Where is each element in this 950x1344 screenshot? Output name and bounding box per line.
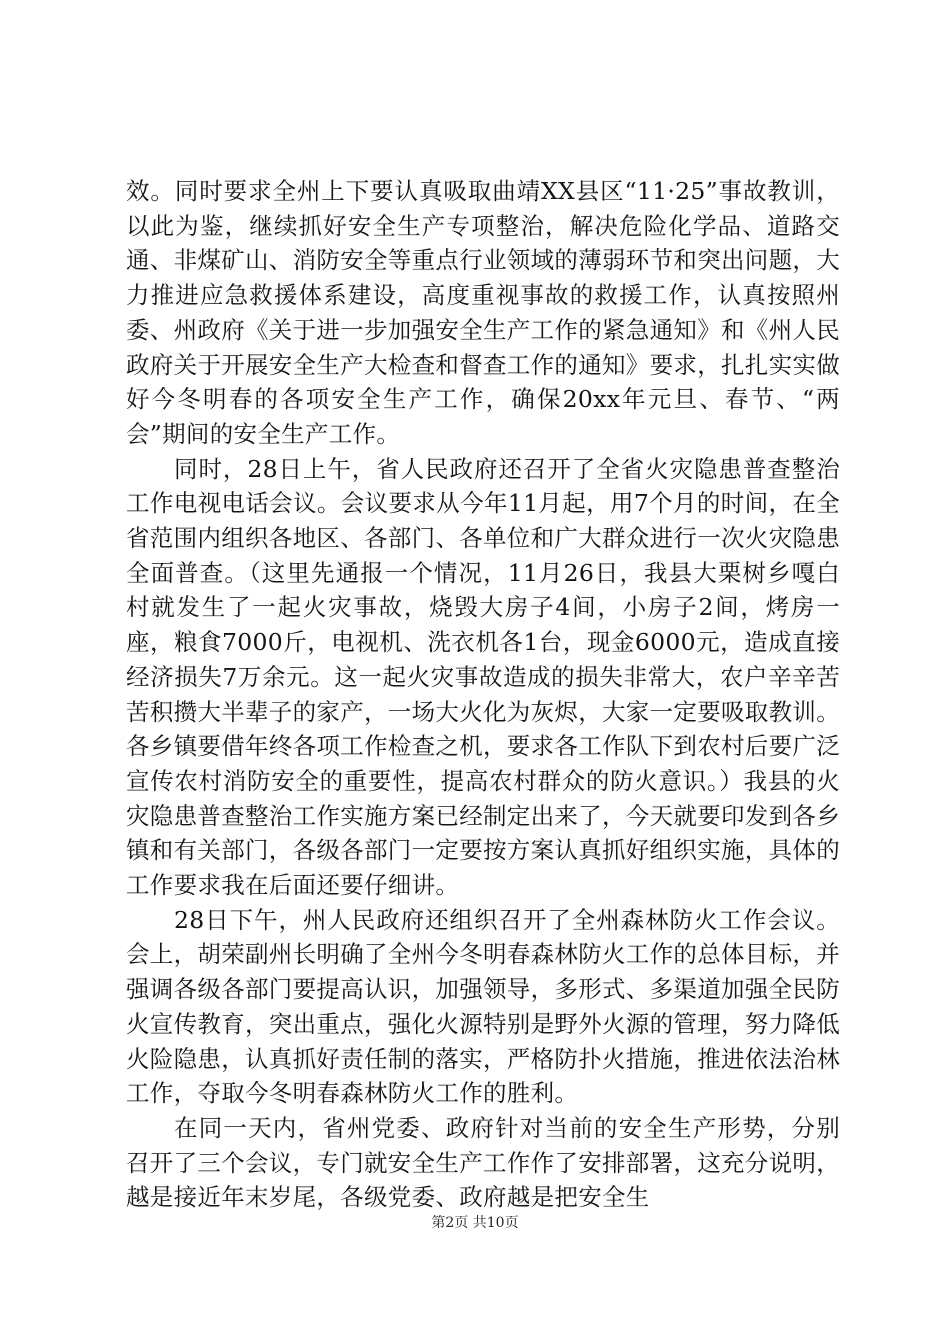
paragraph-1: 效。同时要求全州上下要认真吸取曲靖XX县区“11·25”事故教训，以此为鉴，继续抓好安全生产专项整治，解决危险化学品、道路交通、非煤矿山、消防安全等重点行业领域的薄弱环节和突出问题，大力推进应急救援体系建设，高度重视事故的救援工作，认真按照州委、州政府《关于进一步加强安全生产工作的紧急通知》和《州人民政府关于开展安全生产大检查和督查工作的通知》要求，扎扎实实做好今冬明春的各项安全生产工作，确保20xx年元旦、春节、“两会”期间的安全生产工作。: [126, 177, 840, 448]
paragraph-3: 28日下午，州人民政府还组织召开了全州森林防火工作会议。会上，胡荣副州长明确了全州今冬明春森林防火工作的总体目标，并强调各级各部门要提高认识，加强领导，多形式、多渠道加强全民防火宣传教育，突出重点，强化火源特别是野外火源的管理，努力降低火险隐患，认真抓好责任制的落实，严格防扑火措施，推进依法治林工作，夺取今冬明春森林防火工作的胜利。: [126, 905, 840, 1108]
paragraph-4: 在同一天内，省州党委、政府针对当前的安全生产形势，分别召开了三个会议，专门就安全生产工作作了安排部署，这充分说明，越是接近年末岁尾，各级党委、政府越是把安全生: [126, 1113, 840, 1212]
page-footer: 第2页 共10页: [431, 1215, 519, 1231]
document-body: [126, 174, 840, 1215]
paragraph-2: 同时，28日上午，省人民政府还召开了全省火灾隐患普查整治工作电视电话会议。会议要求从今年11月起，用7个月的时间，在全省范围内组织各地区、各部门、各单位和广大群众进行一次火灾隐患全面普查。（这里先通报一个情况，11月26日，我县大栗树乡嘎白村就发生了一起火灾事故，烧毁大房子4间，小房子2间，烤房一座，粮食7000斤，电视机、洗衣机各1台，现金6000元，造成直接经济损失7万余元。这一起火灾事故造成的损失非常大，农户辛辛苦苦积攒大半辈子的家产，一场大火化为灰烬，大家一定要吸取教训。各乡镇要借年终各项工作检查之机，要求各工作队下到农村后要广泛宣传农村消防安全的重要性，提高农村群众的防火意识。）我县的火灾隐患普查整治工作实施方案已经制定出来了，今天就要印发到各乡镇和有关部门，各级各部门一定要按方案认真抓好组织实施，具体的工作要求我在后面还要仔细讲。: [126, 454, 840, 900]
